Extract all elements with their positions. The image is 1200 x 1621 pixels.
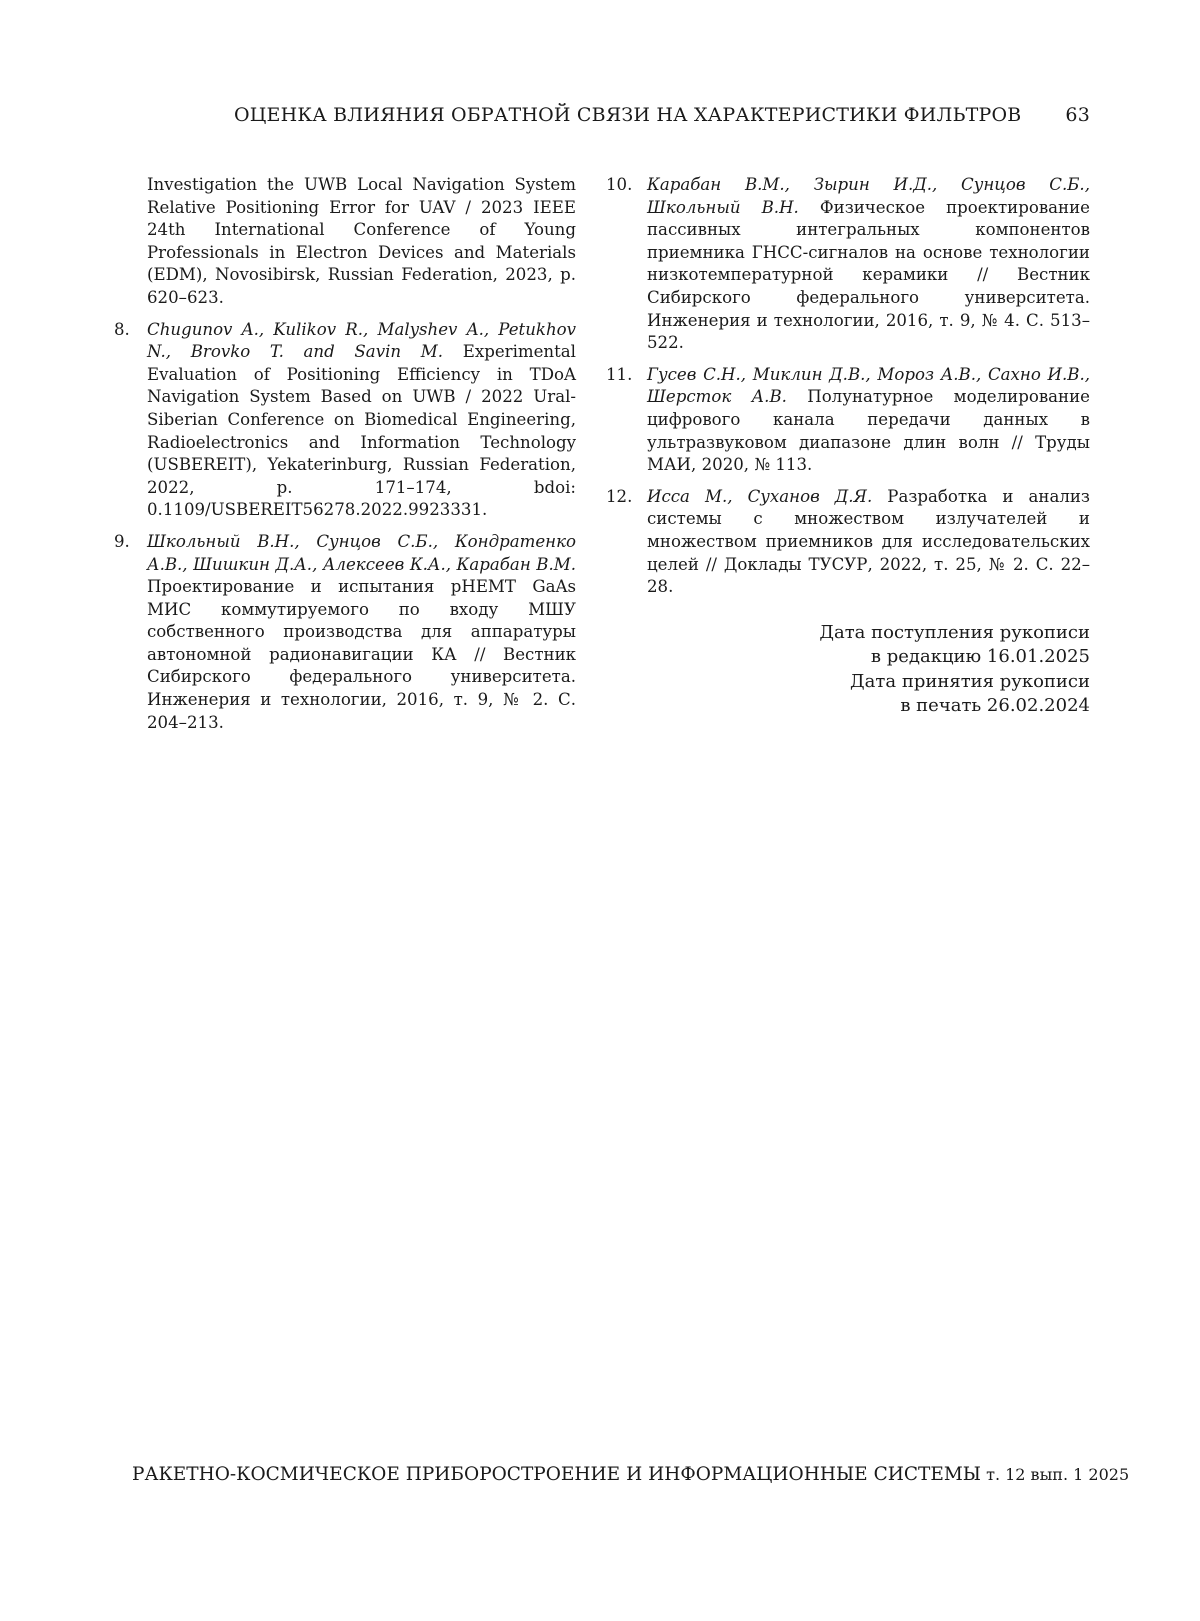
- reference-item-11: [606, 364, 1090, 477]
- received-date-line1: Дата поступления рукописи: [819, 621, 1090, 643]
- reference-text: Физическое проектирование пассивных интегральных компонентов приемника ГНСС-сигналов на основе технологии низкотемпературной керамики // Вестник Сибирского федерального университета. Инженерия и технологии, 2016, т. 9, № 4. С. 513–522.: [647, 197, 1090, 353]
- reference-authors: Chugunov A., Kulikov R., Malyshev A., Petukhov N., Brovko T. and Savin M.: [147, 319, 576, 362]
- reference-continuation: [114, 174, 576, 310]
- references-left-column: [114, 174, 576, 743]
- reference-text: Проектирование и испытания pHEMT GaAs МИС коммутируемого по входу МШУ собственного производства для аппаратуры автономной радионавигации КА // Вестник Сибирского федерального университета. Инженерия и технологии, 2016, т. 9, № 2. С. 204–213.: [147, 577, 576, 732]
- running-footer: [132, 1464, 1130, 1485]
- reference-item-8: [114, 319, 576, 522]
- reference-item-10: [606, 174, 1090, 355]
- references-right-column: [606, 174, 1090, 719]
- reference-number: 8.: [114, 319, 130, 339]
- reference-number: 12.: [606, 486, 633, 506]
- reference-authors: Карабан В.М., Зырин И.Д., Сунцов С.Б., Школьный В.Н.: [647, 175, 1090, 217]
- reference-text: Experimental Evaluation of Positioning Efficiency in TDoA Navigation System Based on UWB / 2022 Ural-Siberian Conference on Biomedical Engineering, Radioelectronics and Information Technology (USBEREIT), Yekaterinburg, Russian Federation, 2022, p. 171–174, bdoi: 0.1109/USBEREIT56278.2022.9923331.: [147, 342, 576, 520]
- reference-item-12: [606, 486, 1090, 599]
- reference-number: 10.: [606, 175, 633, 194]
- journal-name: РАКЕТНО-КОСМИЧЕСКОЕ ПРИБОРОСТРОЕНИЕ И ИНФОРМАЦИОННЫЕ СИСТЕМЫ: [132, 1464, 981, 1485]
- reference-authors: Гусев С.Н., Миклин Д.В., Мороз А.В., Сахно И.В., Шерсток А.В.: [647, 364, 1090, 407]
- reference-number: 11.: [606, 364, 633, 384]
- page-number: 63: [1065, 104, 1090, 126]
- accepted-date-line2: в печать 26.02.2024: [900, 695, 1090, 717]
- running-title: ОЦЕНКА ВЛИЯНИЯ ОБРАТНОЙ СВЯЗИ НА ХАРАКТЕРИСТИКИ ФИЛЬТРОВ: [234, 104, 1022, 126]
- reference-text: Полунатурное моделирование цифрового канала передачи данных в ультразвуковом диапазоне длин волн // Труды МАИ, 2020, № 113.: [647, 387, 1090, 475]
- journal-issue: т. 12 вып. 1 2025: [981, 1465, 1130, 1484]
- reference-item-9: [114, 531, 576, 734]
- reference-text: Разработка и анализ системы с множеством излучателей и множеством приемников для исследовательских целей // Доклады ТУСУР, 2022, т. 25, № 2. С. 22–28.: [647, 486, 1090, 597]
- reference-text: Investigation the UWB Local Navigation System Relative Positioning Error for UAV / 2023 IEEE 24th International Conference of Young Professionals in Electron Devices and Materials (EDM), Novosibirsk, Russian Federation, 2023, p. 620–623.: [147, 175, 576, 307]
- reference-authors: Исса М., Суханов Д.Я.: [647, 486, 873, 506]
- reference-authors: Школьный В.Н., Сунцов С.Б., Кондратенко А.В., Шишкин Д.А., Алексеев К.А., Карабан В.М.: [147, 531, 576, 574]
- reference-number: 9.: [114, 531, 130, 551]
- received-date-line2: в редакцию 16.01.2025: [870, 646, 1090, 668]
- accepted-date-line1: Дата принятия рукописи: [850, 670, 1090, 692]
- manuscript-dates: [606, 621, 1090, 719]
